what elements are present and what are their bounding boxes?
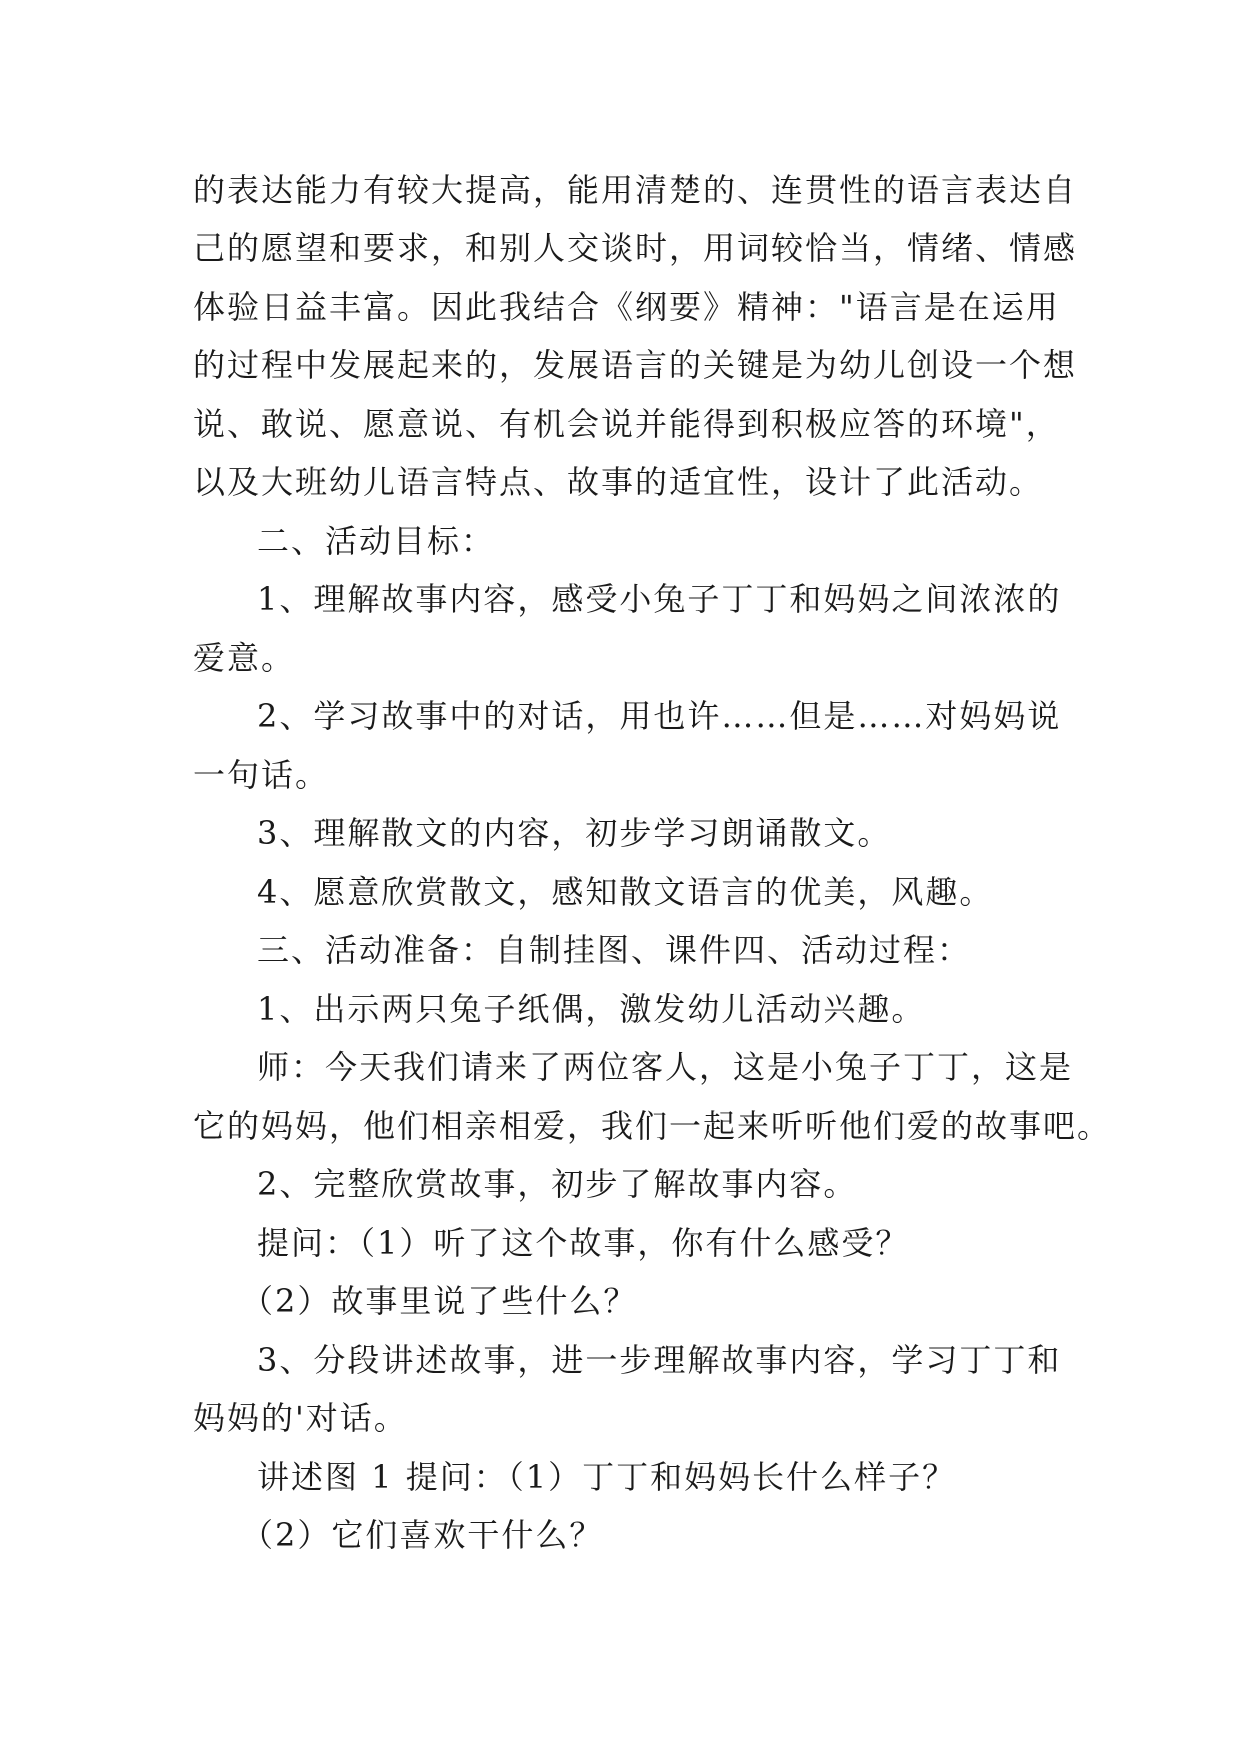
text-line: 提问：（1）听了这个故事，你有什么感受？ — [257, 1224, 910, 1262]
text-line: 3、理解散文的内容，初步学习朗诵散文。 — [257, 814, 892, 852]
text-line: 2、学习故事中的对话，用也许……但是……对妈妈说 — [257, 697, 1062, 735]
text-line: 1、理解故事内容，感受小兔子丁丁和妈妈之间浓浓的 — [257, 580, 1062, 618]
text-line: 说、敢说、愿意说、有机会说并能得到积极应答的环境"， — [193, 405, 1060, 443]
section-heading: 二、活动目标： — [257, 522, 496, 560]
text-line: 的表达能力有较大提高，能用清楚的、连贯性的语言表达自 — [193, 171, 1078, 209]
text-line: 师：今天我们请来了两位客人，这是小兔子丁丁，这是 — [257, 1048, 1074, 1086]
text-line: （2）它们喜欢干什么？ — [241, 1516, 604, 1554]
text-line: 一句话。 — [193, 756, 330, 794]
text-line: 妈妈的'对话。 — [193, 1399, 408, 1437]
section-heading: 三、活动准备：自制挂图、课件四、活动过程： — [257, 931, 972, 969]
text-line: 己的愿望和要求，和别人交谈时，用词较恰当，情绪、情感 — [193, 229, 1078, 267]
text-line: 以及大班幼儿语言特点、故事的适宜性，设计了此活动。 — [193, 463, 1044, 501]
text-line: （2）故事里说了些什么？ — [241, 1282, 638, 1320]
text-line: 的过程中发展起来的，发展语言的关键是为幼儿创设一个想 — [193, 346, 1078, 384]
text-line: 4、愿意欣赏散文，感知散文语言的优美，风趣。 — [257, 873, 994, 911]
text-line: 爱意。 — [193, 639, 296, 677]
text-line: 讲述图 1 提问：（1）丁丁和妈妈长什么样子？ — [257, 1458, 957, 1496]
text-line: 3、分段讲述故事，进一步理解故事内容，学习丁丁和 — [257, 1341, 1062, 1379]
text-line: 体验日益丰富。因此我结合《纲要》精神："语言是在运用 — [193, 288, 1060, 326]
text-line: 2、完整欣赏故事，初步了解故事内容。 — [257, 1165, 858, 1203]
text-line: 它的妈妈，他们相亲相爱，我们一起来听听他们爱的故事吧。 — [193, 1107, 1112, 1145]
text-line: 1、出示两只兔子纸偶，激发幼儿活动兴趣。 — [257, 990, 926, 1028]
